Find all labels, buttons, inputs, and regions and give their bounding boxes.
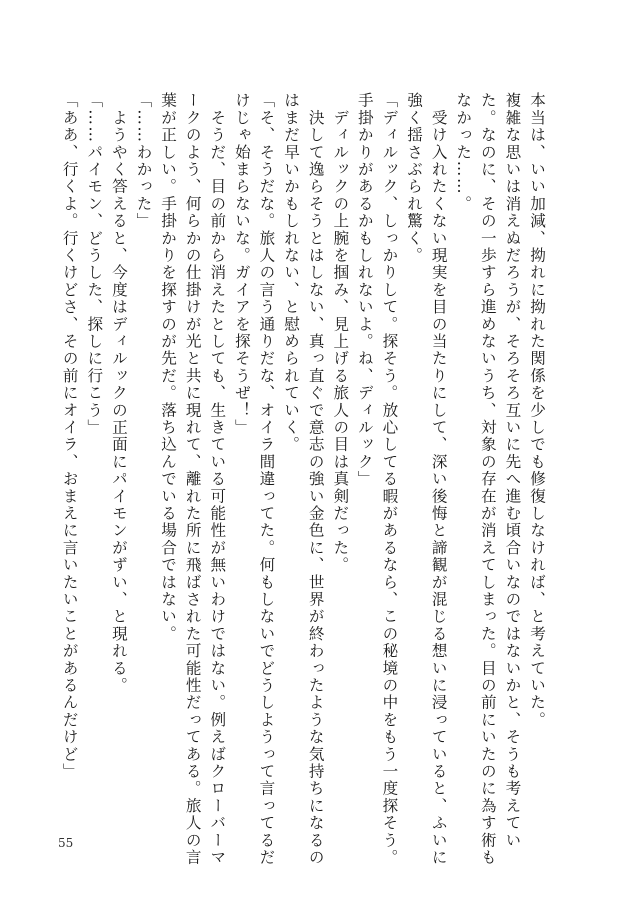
text-line: 「……わかった」 [134,92,153,230]
text-line: そうだ、目の前から消えたとしても、生きている可能性が無いわけではない。例えばクローバーマ [208,92,227,866]
text-line: ディルックの上腕を掴み、見上げる旅人の目は真剣だった。 [331,92,350,574]
text-line: 複雑な思いは消えぬだろうが、そろそろ互いに先へ進む頃合いなのではないかと、そうも考えてい [503,92,522,849]
page-number: 55 [58,836,74,850]
text-line: 「ディルック、しっかりして。探そう。放心してる暇があるなら、この秘境の中をもう一度探そう。 [380,92,399,866]
text-line: 強く揺さぶられ驚く。 [405,92,424,264]
text-line: ようやく答えると、今度はディルックの正面にパイモンがずい、と現れる。 [109,92,128,694]
text-line: はまだ早いかもしれない、と慰められていく。 [282,92,301,454]
text-line: 手掛かりがあるかもしれないよ。ね、ディルック」 [355,92,374,488]
text-line: 受け入れたくない現実を目の当たりにして、深い後悔と諦観が混じる想いに浸っていると、ふいに [429,92,448,866]
text-line: ークのよう、何らかの仕掛けが光と共に現れて、離れた所に飛ばされた可能性だってある。旅人の言 [183,92,202,866]
text-line: 決して逸らそうとはしない、真っ直ぐで意志の強い金色に、世界が終わったような気持ちになるの [306,92,325,866]
text-line: 「ああ、行くよ。行くけどさ、その前にオイラ、おまえに言いたいことがあるんだけど」 [60,92,79,780]
text-line: なかった……。 [454,92,473,213]
text-line: けじゃ始まらないな。ガイアを探そうぜ！」 [232,92,251,436]
text-line: 「……パイモン、どうした、探しに行こう」 [85,92,104,436]
text-line: 本当は、いい加減、拗れに拗れた関係を少しでも修復しなければ、と考えていた。 [528,92,546,729]
text-line: 葉が正しい。手掛かりを探すのが先だ。落ち込んでいる場合ではない。 [159,92,178,643]
text-line: た。なのに、その一歩すら進めないうち、対象の存在が消えてしまった。目の前にいたのに為す術も [478,92,497,866]
text-line: 「そ、そうだな。旅人の言う通りだな、オイラ間違ってた。何もしないでどうしようって言ってるだ [257,92,276,866]
